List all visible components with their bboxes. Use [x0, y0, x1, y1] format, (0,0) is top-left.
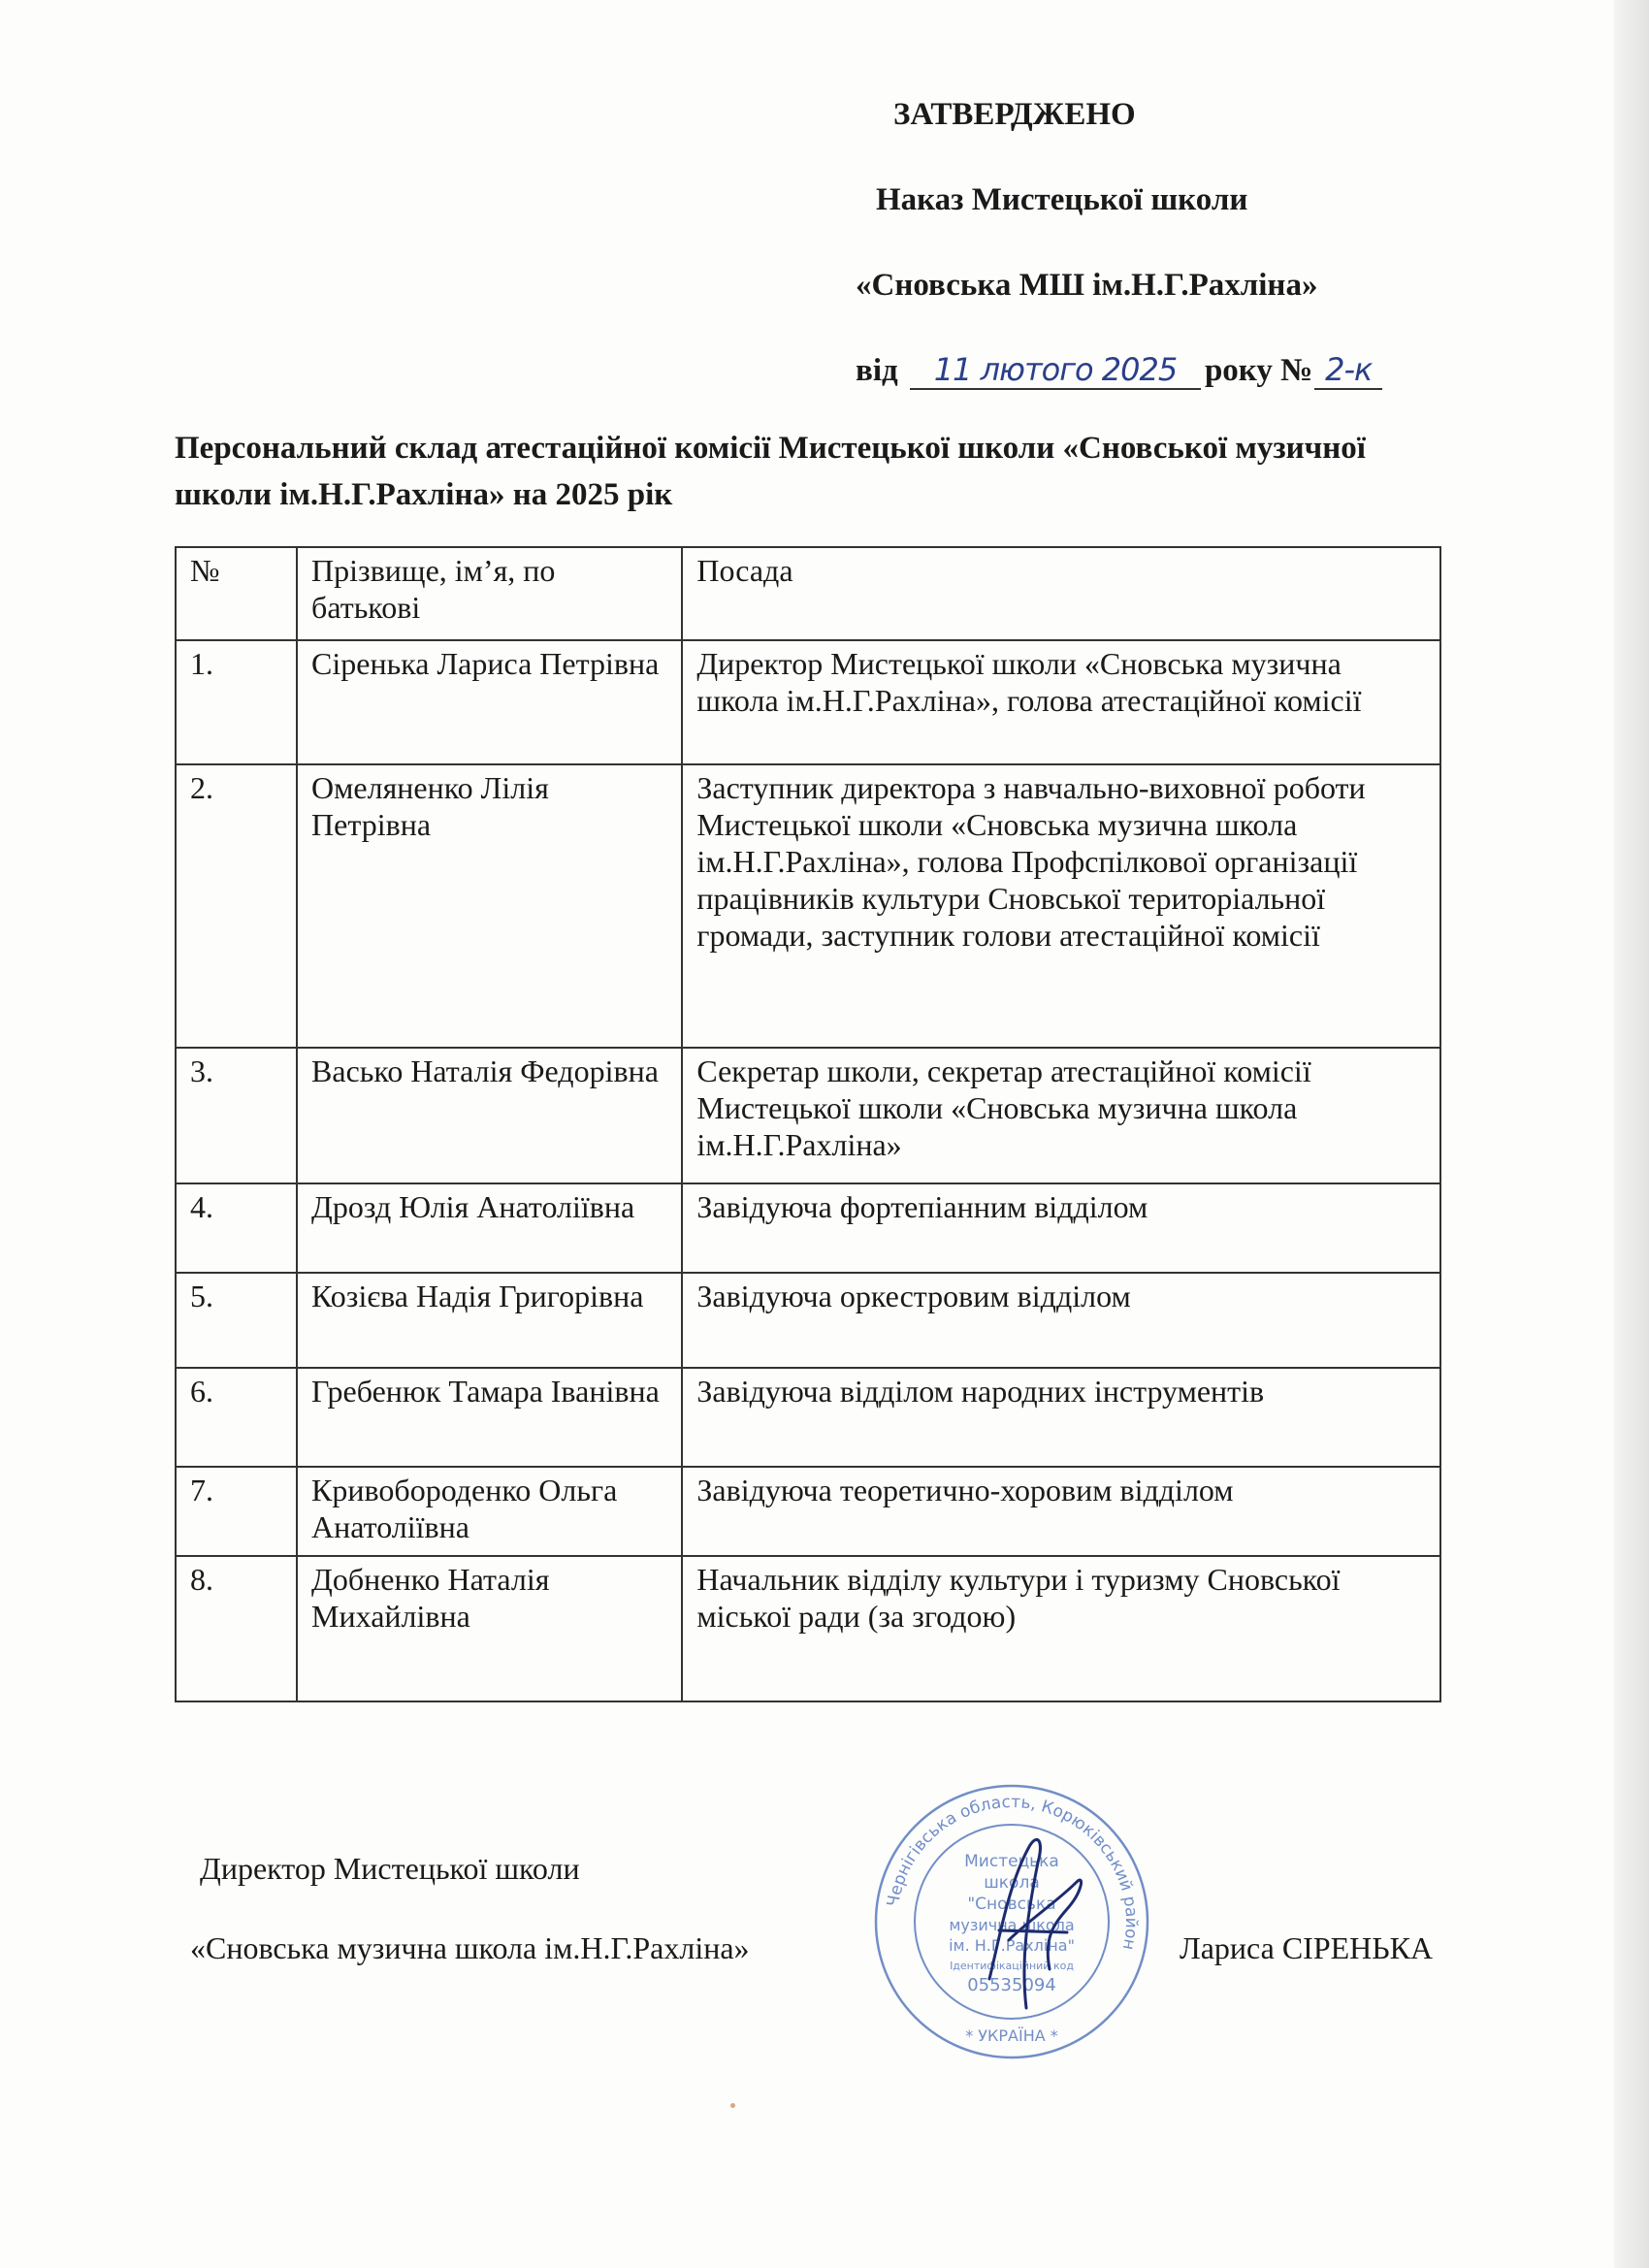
signatory-name: Лариса СІРЕНЬКА — [1180, 1930, 1434, 1965]
member-name: Гребенюк Тамара Іванівна — [297, 1368, 682, 1467]
paper-speck — [730, 2103, 735, 2108]
table-header-row — [176, 547, 1440, 640]
stamp-code: 05535094 — [967, 1975, 1056, 1995]
table-row — [176, 1467, 1440, 1556]
document-heading: Персональний склад атестаційної комісії Мистецької школи «Сновської музичної школи ім.Н.Г.Рахліна» на 2025 рік — [175, 431, 1366, 512]
row-number: 3. — [176, 1048, 297, 1183]
handwritten-signature — [970, 1824, 1096, 2018]
member-name: Кривобороденко Ольга Анатоліївна — [297, 1467, 682, 1556]
table-row — [176, 1273, 1440, 1368]
member-position: Завідуюча теоретично-хоровим відділом — [682, 1467, 1440, 1556]
stamp-line-2: школа — [984, 1873, 1040, 1893]
header-full-name: Прізвище, ім’я, по батькові — [297, 547, 682, 640]
approval-date-line — [856, 351, 1382, 390]
header-position: Посада — [682, 547, 1440, 640]
member-name: Омеляненко Лілія Петрівна — [297, 764, 682, 1048]
stamp-bottom-text: * УКРАЇНА * — [965, 2026, 1058, 2045]
member-name: Васько Наталія Федорівна — [297, 1048, 682, 1183]
handwritten-order-number: 2-к — [1314, 351, 1382, 390]
page-edge-shadow — [1614, 0, 1649, 2268]
stamp-line-3: "Сновська — [967, 1895, 1056, 1914]
stamp-line-4: музична школа — [949, 1916, 1075, 1934]
member-position: Заступник директора з навчально-виховної роботи Мистецької школи «Сновська музична школа ім.Н.Г.Рахліна», голова Профспілкової організації працівників культури Сновської територіальної громади, заступник голови атестаційної комісії — [682, 764, 1440, 1048]
handwritten-date: 11 лютого 2025 — [910, 351, 1201, 390]
table-row — [176, 764, 1440, 1048]
row-number: 2. — [176, 764, 297, 1048]
member-position: Завідуюча оркестровим відділом — [682, 1273, 1440, 1368]
member-position: Директор Мистецької школи «Сновська музична школа ім.Н.Г.Рахліна», голова атестаційної комісії — [682, 640, 1440, 764]
stamp-line-1: Мистецька — [964, 1852, 1059, 1871]
row-number: 6. — [176, 1368, 297, 1467]
year-suffix: року № — [1204, 353, 1313, 388]
member-position: Начальник відділу культури і туризму Сновської міської ради (за згодою) — [682, 1556, 1440, 1701]
stamp-line-6: Ідентифікаційний код — [950, 1960, 1074, 1972]
member-name: Сіренька Лариса Петрівна — [297, 640, 682, 764]
member-name: Козієва Надія Григорівна — [297, 1273, 682, 1368]
row-number: 1. — [176, 640, 297, 764]
signatory-title: Директор Мистецької школи — [200, 1851, 580, 1886]
member-position: Секретар школи, секретар атестаційної комісії Мистецької школи «Сновська музична школа ім.Н.Г.Рахліна» — [682, 1048, 1440, 1183]
table-row — [176, 1368, 1440, 1467]
row-number: 8. — [176, 1556, 297, 1701]
row-number: 7. — [176, 1467, 297, 1556]
signatory-school: «Сновська музична школа ім.Н.Г.Рахліна» — [190, 1930, 750, 1965]
approval-title: ЗАТВЕРДЖЕНО — [893, 97, 1136, 132]
table-row — [176, 1556, 1440, 1701]
member-position: Завідуюча фортепіанним відділом — [682, 1183, 1440, 1273]
table-row — [176, 640, 1440, 764]
stamp-outer-text: Чернігівська область, Корюківський район — [884, 1792, 1142, 1952]
header-number: № — [176, 547, 297, 640]
approval-order-line: Наказ Мистецької школи — [876, 182, 1248, 217]
table-row — [176, 1183, 1440, 1273]
row-number: 4. — [176, 1183, 297, 1273]
date-prefix: від — [856, 353, 898, 388]
member-name: Добненко Наталія Михайлівна — [297, 1556, 682, 1701]
commission-table — [175, 546, 1441, 1702]
member-position: Завідуюча відділом народних інструментів — [682, 1368, 1440, 1467]
stamp-line-5: ім. Н.Г.Рахліна" — [949, 1936, 1075, 1955]
table-row — [176, 1048, 1440, 1183]
approval-school-line: «Сновська МШ ім.Н.Г.Рахліна» — [856, 268, 1318, 303]
member-name: Дрозд Юлія Анатоліївна — [297, 1183, 682, 1273]
row-number: 5. — [176, 1273, 297, 1368]
